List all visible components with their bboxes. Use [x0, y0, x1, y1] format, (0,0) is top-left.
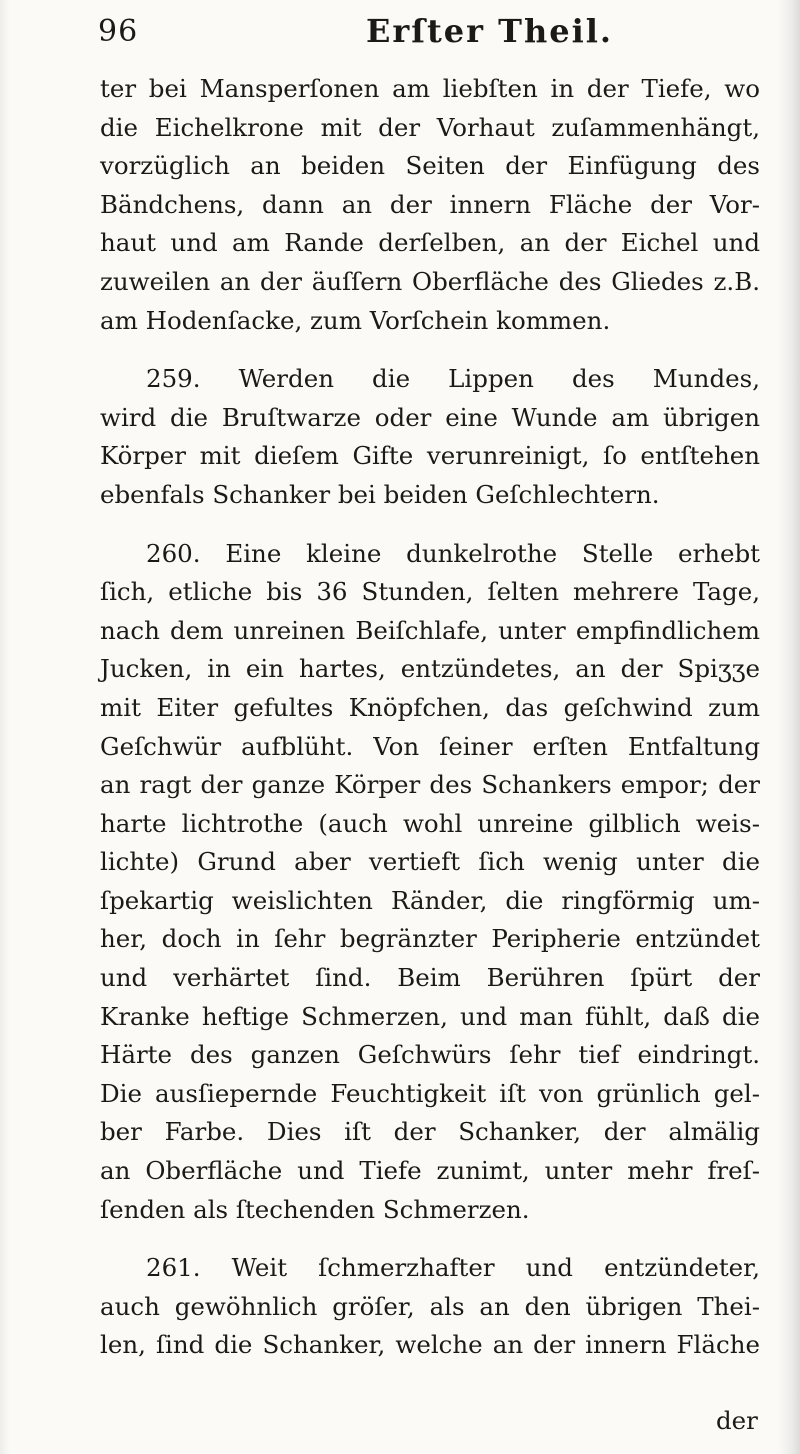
text-line: 259. Werden die Lippen des Mundes, — [146, 364, 760, 394]
body-text — [100, 70, 760, 1365]
text-line: zuweilen an der äuſſern Oberfläche des Gliedes z.B. — [100, 266, 760, 296]
page-edge-shadow — [778, 0, 800, 1454]
text-line: am Hodenſacke, zum Vorſchein kommen. — [100, 305, 611, 335]
text-line: Jucken, in ein hartes, entzündetes, an der Spiʒʒe — [100, 654, 760, 684]
paragraph-gap — [100, 1229, 760, 1249]
text-line: mit Eiter gefultes Knöpfchen, das geſchwind zum — [100, 692, 760, 722]
page-header — [98, 8, 738, 60]
text-line: lichte) Grund aber vertieft ſich wenig unter die — [100, 847, 760, 877]
paragraph-261 — [100, 1249, 760, 1365]
text-line: Körper mit dieſem Gifte verunreinigt, ſo entſtehen — [100, 441, 760, 471]
text-line: ſpekartig weislichten Ränder, die ringförmig um- — [100, 885, 760, 915]
text-line: ber Farbe. Dies iſt der Schanker, der almälig — [100, 1117, 760, 1147]
page-number: 96 — [98, 14, 139, 49]
text-line: 260. Eine kleine dunkelrothe Stelle erhebt — [146, 538, 760, 568]
text-line: vorzüglich an beiden Seiten der Einfügung des — [100, 151, 760, 181]
text-line: auch gewöhnlich gröſer, als an den übrigen Thei- — [100, 1291, 760, 1321]
text-line: 261. Weit ſchmerzhafter und entzündeter, — [146, 1253, 760, 1283]
text-line: Härte des ganzen Geſchwürs ſehr tief eindringt. — [100, 1040, 760, 1070]
text-line: Geſchwür aufblüht. Von ſeiner erſten Entfaltung — [100, 731, 760, 761]
text-line: an Oberfläche und Tiefe zunimt, unter mehr freſ- — [100, 1156, 760, 1186]
paragraph-gap — [100, 515, 760, 535]
catchword: der — [716, 1406, 758, 1435]
text-line: ter bei Mansperſonen am liebſten in der Tiefe, wo — [100, 74, 760, 103]
text-line: harte lichtrothe (auch wohl unreine gilblich weis- — [100, 808, 760, 838]
text-line: wird die Bruſtwarze oder eine Wunde am übrigen — [100, 402, 760, 432]
gutter-shadow — [0, 0, 10, 1454]
text-line: len, ſind die Schanker, welche an der innern Fläche — [100, 1330, 760, 1360]
running-head: Erſter Theil. — [366, 12, 614, 50]
paragraph-gap — [100, 340, 760, 360]
text-line: her, doch in ſehr begränzter Peripherie entzündet — [100, 924, 760, 954]
text-line: haut und am Rande derſelben, an der Eichel und — [100, 228, 760, 258]
text-line: nach dem unreinen Beiſchlafe, unter empfindlichem — [100, 615, 760, 645]
text-line: Kranke heftige Schmerzen, und man fühlt, daß die — [100, 1001, 760, 1031]
text-line: ſich, etliche bis 36 Stunden, ſelten mehrere Tage, — [100, 577, 760, 607]
text-line: ebenfals Schanker bei beiden Geſchlechtern. — [100, 479, 660, 509]
text-line: und verhärtet ſind. Beim Berühren ſpürt der — [100, 963, 760, 993]
text-line: an ragt der ganze Körper des Schankers empor; der — [100, 770, 760, 800]
text-line: ſenden als ſtechenden Schmerzen. — [100, 1194, 530, 1224]
paragraph-259 — [100, 360, 760, 514]
text-line: Bändchens, dann an der innern Fläche der Vor- — [100, 189, 760, 219]
paragraph — [100, 70, 760, 340]
text-line: die Eichelkrone mit der Vorhaut zuſammenhängt, — [100, 112, 760, 142]
text-line: Die ausſiepernde Feuchtigkeit iſt von grünlich gel- — [100, 1078, 760, 1108]
paragraph-260 — [100, 535, 760, 1230]
